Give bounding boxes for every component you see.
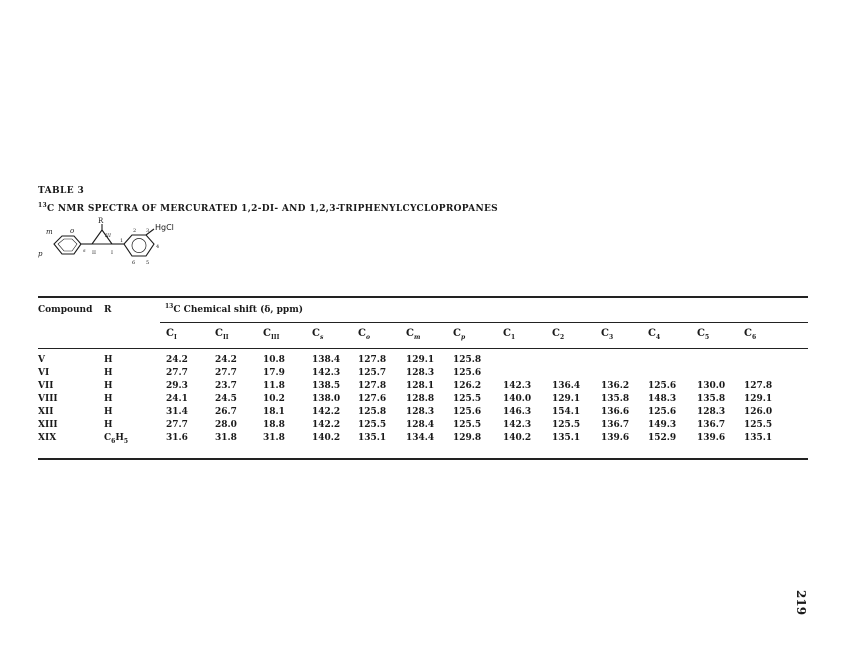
table-cell: 140.2 xyxy=(312,433,341,443)
table-cell: 128.3 xyxy=(697,407,726,417)
title-text: C NMR SPECTRA OF MERCURATED 1,2-DI- AND 1,2,3-TRIPHENYLCYCLOPROPANES xyxy=(46,204,498,214)
row-r-group: H xyxy=(104,368,113,378)
table-top-rule xyxy=(38,296,808,298)
table-cell: 125.6 xyxy=(453,368,482,378)
table-cell: 136.2 xyxy=(601,381,630,391)
column-header-subscript: 3 xyxy=(608,334,614,341)
table-cell: 136.7 xyxy=(697,420,726,430)
table-cell: 31.6 xyxy=(166,433,188,443)
column-header-1 xyxy=(503,328,515,341)
structure-diagram xyxy=(34,216,204,276)
table-cell: 18.1 xyxy=(263,407,285,417)
table-cell: 23.7 xyxy=(215,381,237,391)
table-cell: 142.2 xyxy=(312,407,341,417)
table-cell: 125.5 xyxy=(453,394,482,404)
row-r-group: H xyxy=(104,394,113,404)
table-title xyxy=(38,202,498,214)
table-cell: 127.8 xyxy=(358,355,387,365)
table-cell: 125.5 xyxy=(453,420,482,430)
table-cell: 31.4 xyxy=(166,407,188,417)
column-header-m xyxy=(406,328,420,341)
table-bottom-rule xyxy=(38,458,808,460)
row-r-group: H xyxy=(104,420,113,430)
title-superscript: 13 xyxy=(38,202,47,209)
column-header-5 xyxy=(697,328,709,341)
column-header-subscript: 1 xyxy=(510,334,516,341)
table-cell: 127.8 xyxy=(358,381,387,391)
column-header-o xyxy=(358,328,370,341)
table-cell: 125.6 xyxy=(648,381,677,391)
structure-label-s: s xyxy=(83,248,86,254)
table-cell: 135.1 xyxy=(358,433,387,443)
structure-label-3: 3 xyxy=(146,228,150,234)
row-compound: VIII xyxy=(38,394,58,404)
table-cell: 24.5 xyxy=(215,394,237,404)
table-cell: 136.6 xyxy=(601,407,630,417)
column-header-4 xyxy=(648,328,660,341)
table-cell: 136.7 xyxy=(601,420,630,430)
table-cell: 125.5 xyxy=(358,420,387,430)
column-header-i xyxy=(166,328,177,341)
structure-label-6: 6 xyxy=(132,260,136,266)
column-header-base: C xyxy=(552,328,560,339)
column-header-subscript: I xyxy=(173,334,177,341)
table-cell: 138.4 xyxy=(312,355,341,365)
table-cell: 27.7 xyxy=(166,368,188,378)
table-cell: 128.3 xyxy=(406,368,435,378)
table-cell: 138.0 xyxy=(312,394,341,404)
column-header-base: C xyxy=(263,328,271,339)
row-r-group: H xyxy=(104,381,113,391)
column-header-ii xyxy=(215,328,229,341)
table-cell: 125.7 xyxy=(358,368,387,378)
table-cell: 26.7 xyxy=(215,407,237,417)
column-header-subscript: II xyxy=(222,334,229,341)
table-cell: 136.4 xyxy=(552,381,581,391)
table-cell: 125.8 xyxy=(453,355,482,365)
column-header-base: C xyxy=(312,328,320,339)
row-r-group: H xyxy=(104,355,113,365)
right-phenyl-ring xyxy=(124,235,154,256)
header-chemical-shift xyxy=(165,303,303,315)
column-header-2 xyxy=(552,328,564,341)
table-cell: 28.0 xyxy=(215,420,237,430)
table-cell: 125.8 xyxy=(358,407,387,417)
table-cell: 129.8 xyxy=(453,433,482,443)
table-cell: 146.3 xyxy=(503,407,532,417)
structure-label-p: p xyxy=(38,250,43,258)
table-cell: 24.2 xyxy=(166,355,188,365)
structure-label-1: 1 xyxy=(120,238,124,244)
table-cell: 17.9 xyxy=(263,368,285,378)
table-cell: 142.2 xyxy=(312,420,341,430)
table-cell: 125.5 xyxy=(552,420,581,430)
structure-label-o: o xyxy=(70,227,75,235)
table-cell: 24.1 xyxy=(166,394,188,404)
table-cell: 154.1 xyxy=(552,407,581,417)
column-header-base: C xyxy=(406,328,414,339)
structure-label-4: 4 xyxy=(156,244,160,250)
column-header-subscript: III xyxy=(270,334,280,341)
column-header-subscript: 5 xyxy=(704,334,710,341)
table-cell: 128.8 xyxy=(406,394,435,404)
row-r-group: $C_6H_5$ xyxy=(104,433,129,445)
column-header-base: C xyxy=(697,328,705,339)
table-cell: 128.3 xyxy=(406,407,435,417)
table-cell: 126.2 xyxy=(453,381,482,391)
column-header-base: C xyxy=(166,328,174,339)
table-cell: 125.6 xyxy=(648,407,677,417)
table-cell: 18.8 xyxy=(263,420,285,430)
row-compound: VII xyxy=(38,381,54,391)
table-cell: 135.8 xyxy=(697,394,726,404)
table-cell: 142.3 xyxy=(312,368,341,378)
structure-label-hgcl: HgCl xyxy=(155,223,174,232)
table-cell: 11.8 xyxy=(263,381,285,391)
column-header-base: C xyxy=(358,328,366,339)
column-header-base: C xyxy=(744,328,752,339)
table-cell: 142.3 xyxy=(503,420,532,430)
table-cell: 129.1 xyxy=(744,394,773,404)
table-cell: 142.3 xyxy=(503,381,532,391)
table-cell: 128.1 xyxy=(406,381,435,391)
header-shift-superscript: 13 xyxy=(165,303,174,310)
row-compound: XIII xyxy=(38,420,58,430)
header-compound: Compound xyxy=(38,305,93,315)
table-cell: 152.9 xyxy=(648,433,677,443)
row-compound: XIX xyxy=(38,433,57,443)
table-cell: 129.1 xyxy=(552,394,581,404)
table-cell: 138.5 xyxy=(312,381,341,391)
table-cell: 29.3 xyxy=(166,381,188,391)
column-header-p xyxy=(453,328,465,341)
column-header-subscript: 6 xyxy=(751,334,757,341)
table-cell: 139.6 xyxy=(697,433,726,443)
table-cell: 27.7 xyxy=(215,368,237,378)
table-cell: 130.0 xyxy=(697,381,726,391)
structure-label-2: 2 xyxy=(133,228,137,234)
structure-label-r: R xyxy=(98,217,104,225)
column-header-subscript: 2 xyxy=(559,334,565,341)
column-header-s xyxy=(312,328,323,341)
table-cell: 125.5 xyxy=(744,420,773,430)
structure-label-c-i: I xyxy=(111,250,113,256)
table-cell: 140.2 xyxy=(503,433,532,443)
column-header-subscript: s xyxy=(319,334,324,341)
column-header-base: C xyxy=(453,328,461,339)
row-compound: V xyxy=(38,355,45,365)
column-header-subscript: m xyxy=(413,334,421,341)
table-cell: 148.3 xyxy=(648,394,677,404)
left-phenyl-ring xyxy=(54,236,81,254)
table-cell: 135.1 xyxy=(744,433,773,443)
table-cell: 149.3 xyxy=(648,420,677,430)
table-cell: 31.8 xyxy=(263,433,285,443)
column-header-base: C xyxy=(503,328,511,339)
column-header-iii xyxy=(263,328,279,341)
header-r: R xyxy=(104,305,112,315)
table-cell: 135.8 xyxy=(601,394,630,404)
structure-label-c-ii: II xyxy=(92,250,96,256)
row-compound: XII xyxy=(38,407,54,417)
table-cell: 135.1 xyxy=(552,433,581,443)
table-subheader-rule xyxy=(160,322,808,323)
column-header-3 xyxy=(601,328,613,341)
column-header-subscript: 4 xyxy=(655,334,661,341)
column-header-subscript: o xyxy=(365,334,370,341)
table-cell: 24.2 xyxy=(215,355,237,365)
header-shift-text: C Chemical shift (δ, ppm) xyxy=(173,305,303,315)
table-cell: 127.6 xyxy=(358,394,387,404)
structure-label-c-iii: III xyxy=(105,233,111,239)
table-cell: 139.6 xyxy=(601,433,630,443)
table-cell: 127.8 xyxy=(744,381,773,391)
page-number: 219 xyxy=(794,590,808,616)
structure-label-5: 5 xyxy=(146,260,150,266)
row-compound: VI xyxy=(38,368,50,378)
table-cell: 27.7 xyxy=(166,420,188,430)
row-r-group: H xyxy=(104,407,113,417)
table-cell: 126.0 xyxy=(744,407,773,417)
table-cell: 134.4 xyxy=(406,433,435,443)
column-header-base: C xyxy=(215,328,223,339)
table-cell: 31.8 xyxy=(215,433,237,443)
column-header-subscript: p xyxy=(460,334,466,341)
table-cell: 125.6 xyxy=(453,407,482,417)
table-cell: 10.8 xyxy=(263,355,285,365)
table-cell: 129.1 xyxy=(406,355,435,365)
table-cell: 10.2 xyxy=(263,394,285,404)
table-label: TABLE 3 xyxy=(38,186,85,196)
structure-label-m: m xyxy=(46,228,53,236)
table-cell: 128.4 xyxy=(406,420,435,430)
table-cell: 140.0 xyxy=(503,394,532,404)
table-header-rule xyxy=(38,348,808,349)
column-header-base: C xyxy=(601,328,609,339)
column-header-base: C xyxy=(648,328,656,339)
column-header-6 xyxy=(744,328,756,341)
